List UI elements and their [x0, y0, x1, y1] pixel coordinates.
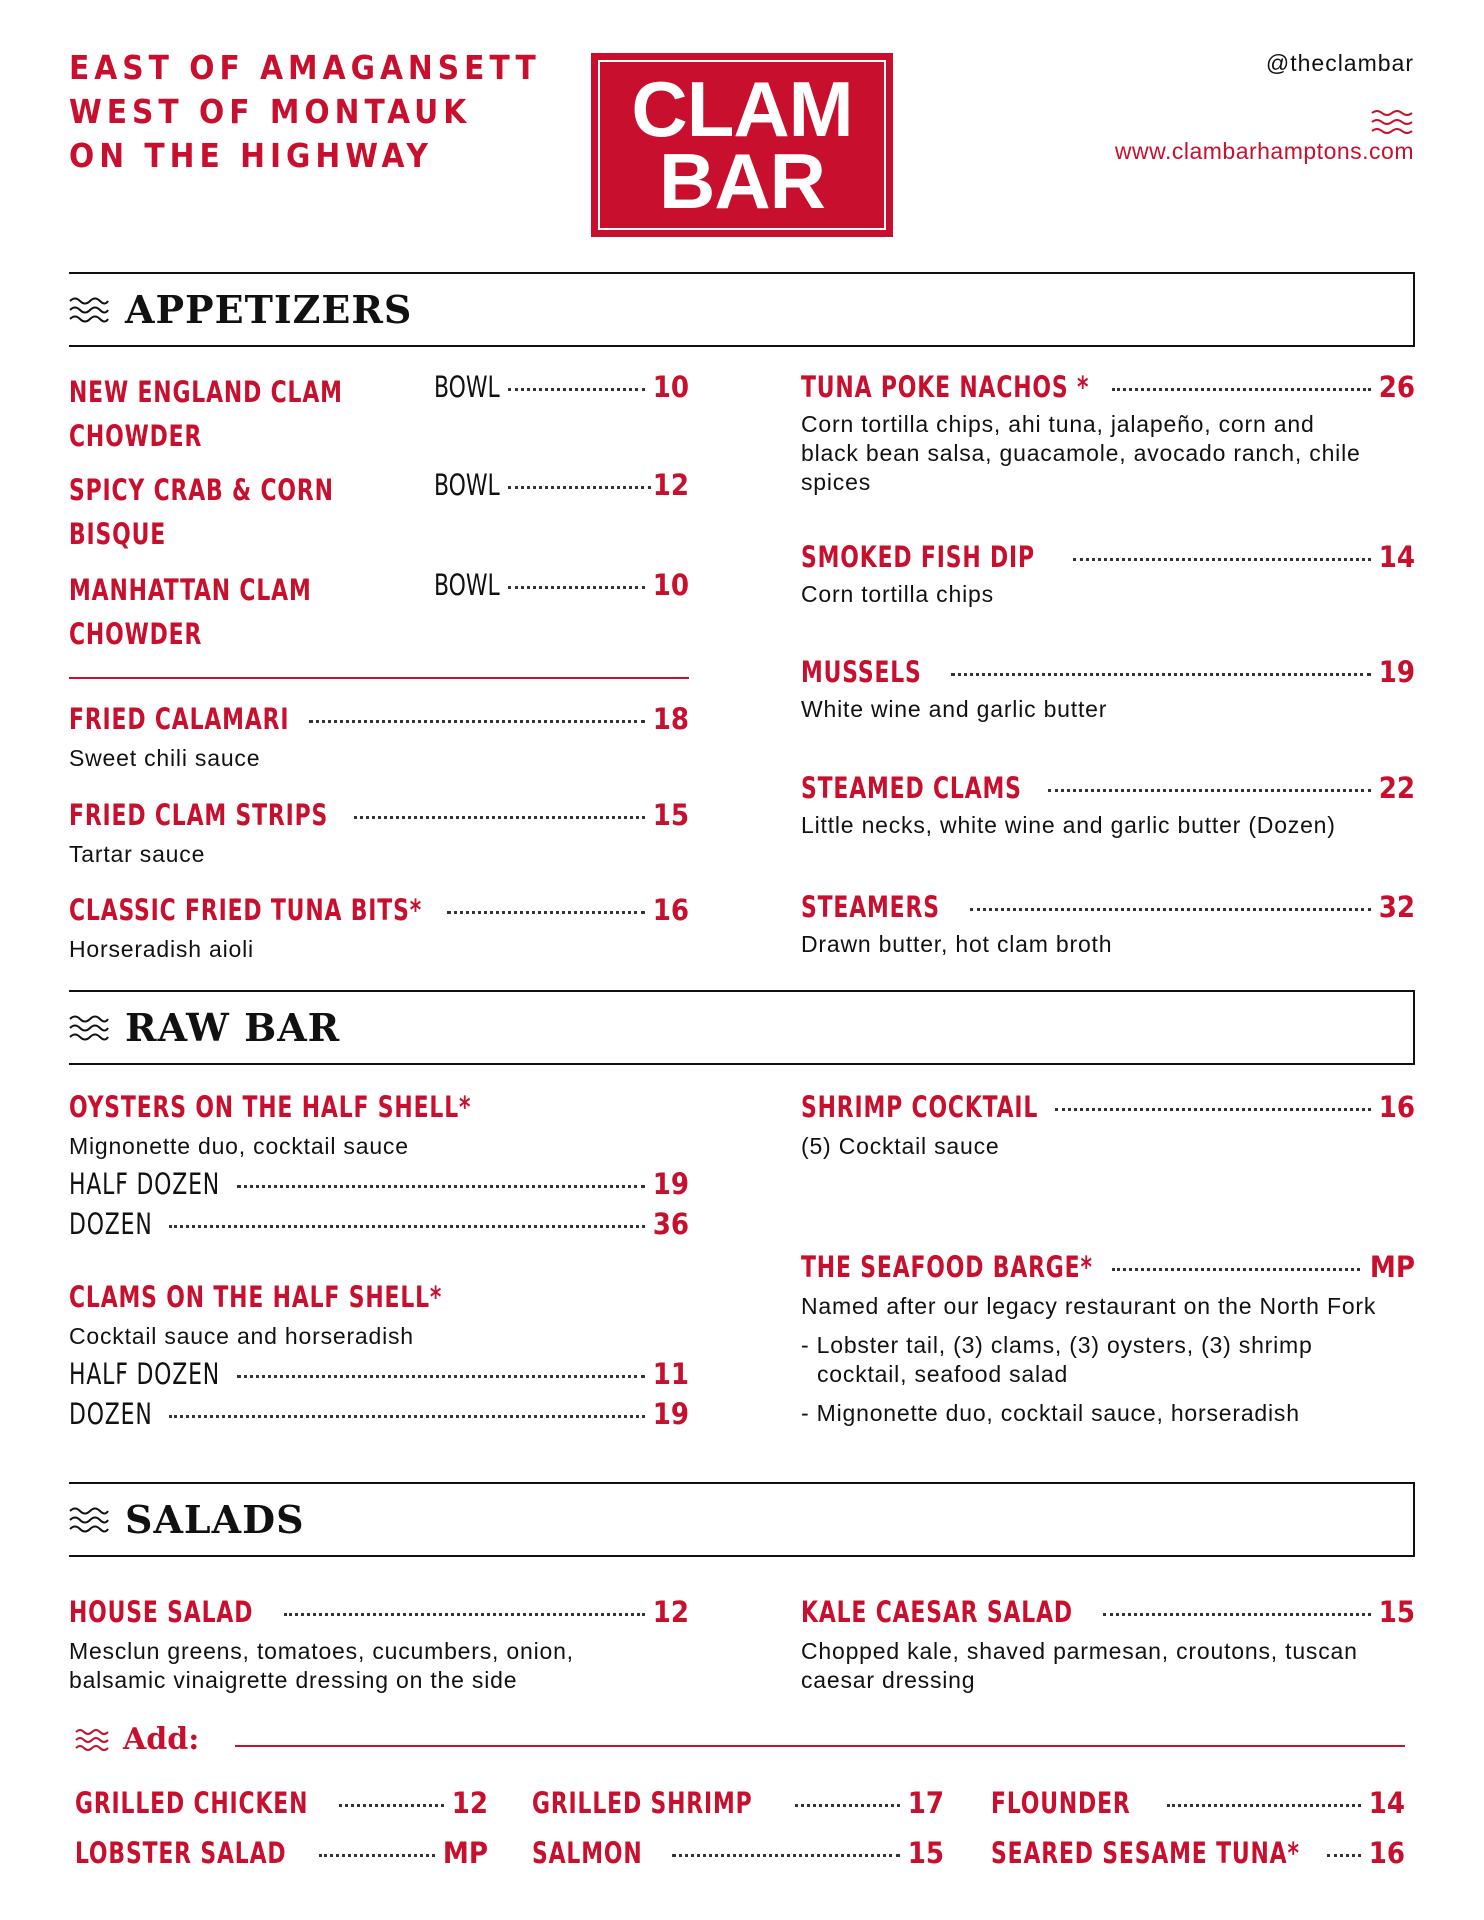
item-name: NEW ENGLAND CLAM [69, 375, 343, 409]
item-description: cocktail, seafood salad [817, 1361, 1069, 1387]
menu-item [69, 702, 689, 773]
item-description: Cocktail sauce and horseradish [69, 1323, 414, 1349]
clam-bar-logo [591, 53, 893, 237]
item-name: BISQUE [69, 517, 167, 551]
logo-text-line1: CLAM [631, 65, 853, 153]
item-note: Named after our legacy restaurant on the North Fork [801, 1293, 1377, 1319]
item-price: 36 [652, 1207, 689, 1241]
item-description: Corn tortilla chips [801, 581, 994, 607]
item-price: 16 [652, 893, 689, 927]
item-name: CLASSIC FRIED TUNA BITS* [69, 893, 423, 927]
add-ons-label [75, 1722, 199, 1757]
item-price: 10 [652, 568, 689, 602]
item-description: Tartar sauce [69, 841, 206, 867]
item-price: 19 [1378, 655, 1415, 689]
item-description: Chopped kale, shaved parmesan, croutons, tuscan caesar dressing [801, 1638, 1358, 1693]
item-price: 32 [1378, 890, 1415, 924]
item-name: GRILLED CHICKEN [75, 1786, 309, 1820]
item-description: - Mignonette duo, cocktail sauce, horseradish [801, 1400, 1300, 1426]
item-name: STEAMERS [801, 890, 940, 924]
item-name: GRILLED SHRIMP [532, 1786, 753, 1820]
item-name: FLOUNDER [991, 1786, 1131, 1820]
website-link[interactable]: www.clambarhamptons.com [1114, 138, 1414, 164]
item-name: FRIED CALAMARI [69, 702, 290, 736]
item-price: MP [1369, 1250, 1415, 1284]
item-description: (5) Cocktail sauce [801, 1133, 1000, 1159]
menu-item [801, 540, 1415, 609]
menu-item-oysters [69, 1090, 689, 1245]
item-price: 10 [652, 370, 689, 404]
item-description: Horseradish aioli [69, 936, 254, 962]
divider [235, 1745, 1405, 1747]
item-size: BOWL [434, 468, 500, 502]
section-title: SALADS [125, 1497, 305, 1542]
addon-item [532, 1786, 944, 1824]
item-price: 14 [1378, 540, 1415, 574]
item-description: Mesclun greens, tomatoes, cucumbers, onion, balsamic vinaigrette dressing on the side [69, 1638, 574, 1693]
item-name: FRIED CLAM STRIPS [69, 798, 329, 832]
item-description: Sweet chili sauce [69, 745, 261, 771]
menu-item [801, 370, 1415, 497]
portion-label: DOZEN [69, 1207, 153, 1241]
item-description: Corn tortilla chips, ahi tuna, jalapeño, corn and black bean salsa, guacamole, avocado ranch, chile spices [801, 411, 1361, 495]
section-title: APPETIZERS [125, 287, 413, 332]
item-name: SEARED SESAME TUNA* [991, 1836, 1300, 1870]
item-price: 16 [1378, 1090, 1415, 1124]
salads-section-header [69, 1482, 1415, 1557]
tagline-line: WEST OF MONTAUK [69, 92, 472, 131]
menu-item [801, 1090, 1415, 1161]
addon-item [75, 1786, 488, 1824]
item-price: 22 [1378, 771, 1415, 805]
menu-item [69, 1595, 689, 1695]
item-price: 15 [652, 798, 689, 832]
item-price: 15 [907, 1836, 944, 1870]
item-name: OYSTERS ON THE HALF SHELL* [69, 1090, 472, 1124]
menu-item-seafood-barge [801, 1250, 1415, 1428]
item-name: SMOKED FISH DIP [801, 540, 1035, 574]
menu-item [69, 798, 689, 869]
item-price: 12 [652, 1595, 689, 1629]
portion-label: HALF DOZEN [69, 1167, 221, 1201]
raw-bar-section-header [69, 990, 1415, 1065]
portion-label: HALF DOZEN [69, 1357, 221, 1391]
waves-icon [69, 295, 109, 325]
item-name: CHOWDER [69, 419, 203, 453]
item-price: 18 [652, 702, 689, 736]
item-name: SALMON [532, 1836, 643, 1870]
appetizers-section-header [69, 272, 1415, 347]
item-price: 19 [652, 1397, 689, 1431]
waves-icon [69, 1505, 109, 1535]
item-description: Mignonette duo, cocktail sauce [69, 1133, 409, 1159]
item-price: 15 [1378, 1595, 1415, 1629]
item-price: MP [442, 1836, 488, 1870]
add-ons-text: Add: [123, 1722, 200, 1757]
item-name: CHOWDER [69, 617, 203, 651]
item-name: MANHATTAN CLAM [69, 573, 312, 607]
addon-item [991, 1786, 1405, 1824]
addon-item [532, 1836, 944, 1874]
addon-item [991, 1836, 1405, 1874]
divider [69, 677, 689, 679]
addon-item [75, 1836, 488, 1874]
item-price: 14 [1368, 1786, 1405, 1820]
item-price: 16 [1368, 1836, 1405, 1870]
menu-item-clams [69, 1280, 689, 1435]
item-name: KALE CAESAR SALAD [801, 1595, 1073, 1629]
item-name: STEAMED CLAMS [801, 771, 1022, 805]
tagline-line: ON THE HIGHWAY [69, 136, 433, 175]
item-name: SPICY CRAB & CORN [69, 473, 334, 507]
logo-frame [598, 60, 886, 230]
item-price: 12 [652, 468, 689, 502]
item-price: 26 [1378, 370, 1415, 404]
item-size: BOWL [434, 370, 500, 404]
menu-item [801, 655, 1415, 724]
portion-label: DOZEN [69, 1397, 153, 1431]
item-description: Drawn butter, hot clam broth [801, 931, 1113, 957]
menu-item [69, 893, 689, 964]
item-name: MUSSELS [801, 655, 922, 689]
tagline-line: EAST OF AMAGANSETT [69, 48, 541, 87]
social-handle[interactable]: @theclambar [1265, 50, 1414, 76]
item-name: THE SEAFOOD BARGE* [801, 1250, 1093, 1284]
item-name: CLAMS ON THE HALF SHELL* [69, 1280, 443, 1314]
waves-icon [75, 1727, 109, 1753]
logo-text-line2: BAR [659, 137, 825, 225]
location-tagline [69, 46, 541, 178]
item-name: LOBSTER SALAD [75, 1836, 287, 1870]
item-price: 11 [652, 1357, 689, 1391]
waves-icon [69, 1013, 109, 1043]
item-name: HOUSE SALAD [69, 1595, 254, 1629]
item-name: TUNA POKE NACHOS * [801, 370, 1090, 404]
item-price: 17 [907, 1786, 944, 1820]
item-description: - Lobster tail, (3) clams, (3) oysters, (3) shrimp [801, 1332, 1313, 1358]
menu-item [801, 890, 1415, 959]
item-price: 12 [451, 1786, 488, 1820]
menu-item [801, 771, 1415, 840]
waves-icon [1370, 108, 1414, 136]
item-description: White wine and garlic butter [801, 696, 1108, 722]
item-name: SHRIMP COCKTAIL [801, 1090, 1039, 1124]
section-title: RAW BAR [125, 1005, 341, 1050]
item-price: 19 [652, 1167, 689, 1201]
item-size: BOWL [434, 568, 500, 602]
menu-item [801, 1595, 1415, 1695]
item-description: Little necks, white wine and garlic butter (Dozen) [801, 812, 1336, 838]
